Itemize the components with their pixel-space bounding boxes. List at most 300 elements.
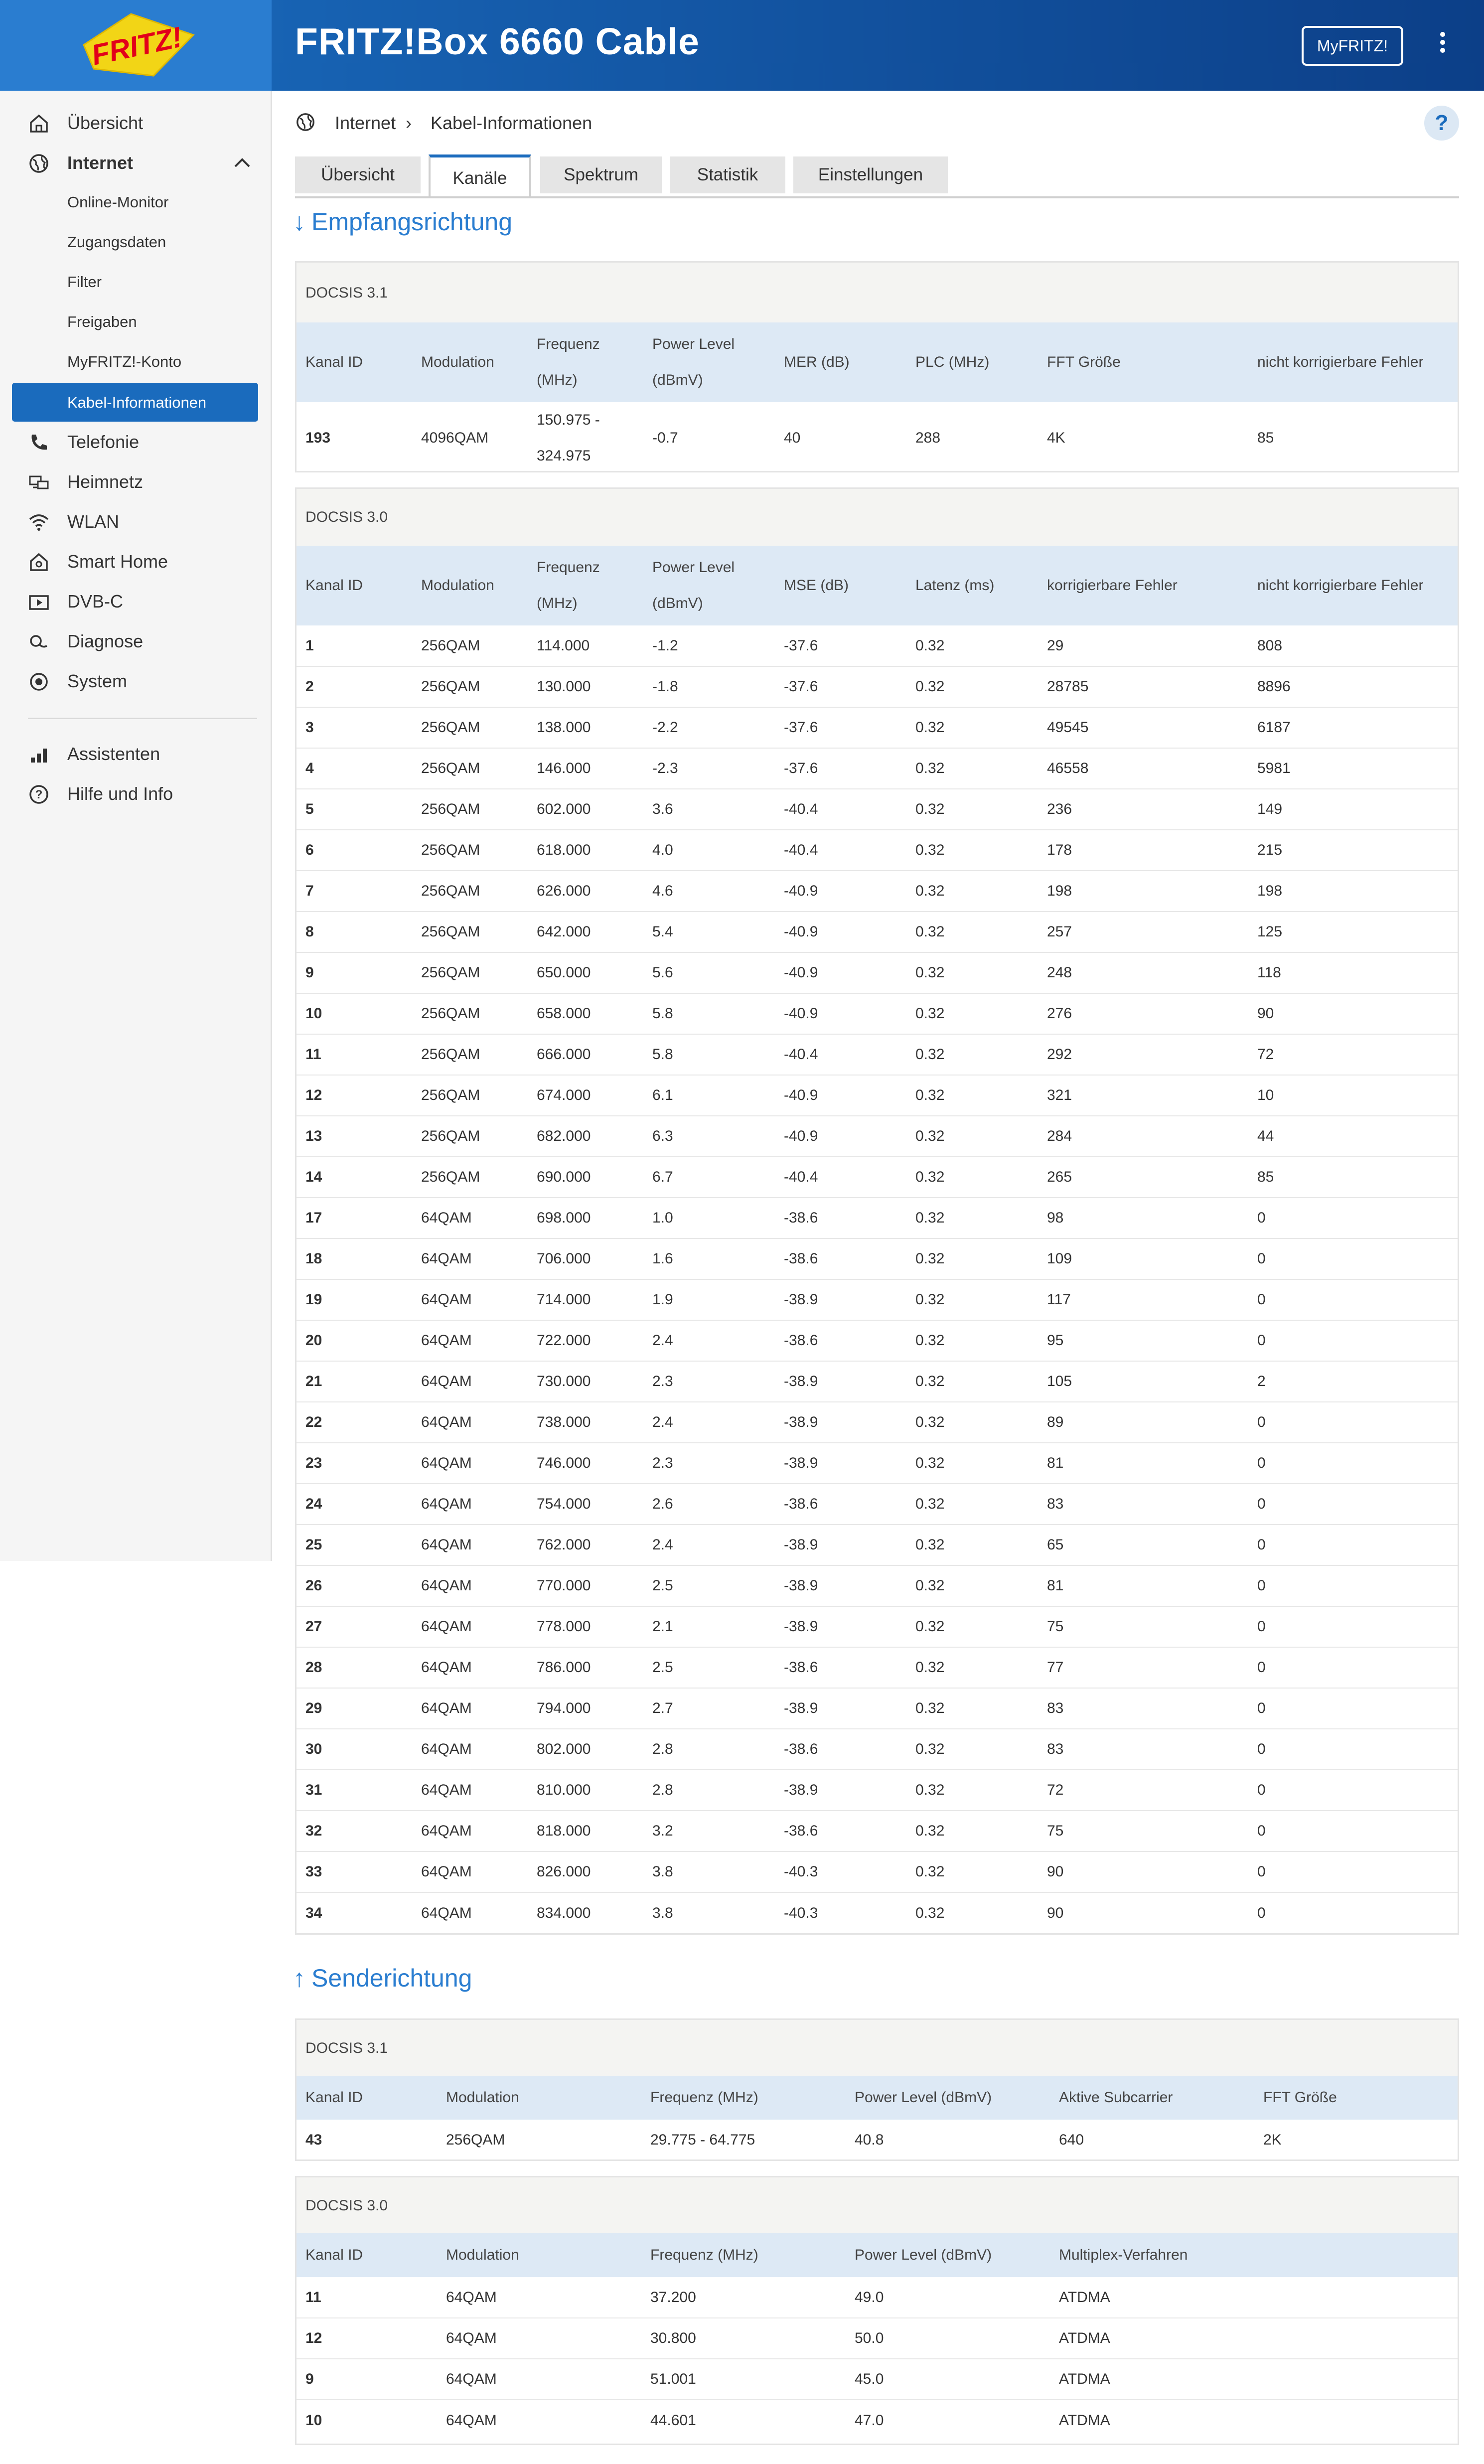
network-icon [28, 471, 50, 493]
table-cell: -38.9 [775, 1525, 906, 1565]
block-header [297, 2020, 1458, 2076]
channel-id-cell: 10 [297, 993, 412, 1034]
sidebar-item-system[interactable] [0, 664, 271, 699]
sidebar-item-label: System [67, 671, 128, 691]
table-cell: 321 [1038, 1075, 1248, 1116]
table-cell: 256QAM [446, 2132, 505, 2148]
table-cell: 0 [1257, 1904, 1266, 1921]
table-cell: 0 [1248, 1279, 1458, 1320]
column-header: FFT Größe [1254, 2076, 1458, 2120]
column-header: FFT Größe [1038, 322, 1248, 402]
sidebar-item-uebersicht[interactable] [0, 106, 271, 141]
sidebar-sub-zugangsdaten[interactable] [0, 224, 271, 259]
sidebar-item-diagnose[interactable] [0, 624, 271, 659]
table-cell: -40.4 [775, 789, 906, 830]
table-cell: 95 [1038, 1320, 1248, 1361]
table-cell: 2.5 [643, 1647, 775, 1688]
table-cell: 44 [1248, 1116, 1458, 1157]
table-cell: 786.000 [528, 1647, 643, 1688]
table-cell: ATDMA [1050, 2318, 1254, 2359]
table-cell: 0 [1248, 1851, 1458, 1892]
table-cell: 64QAM [421, 1904, 472, 1921]
sidebar-sub-myfritz-konto[interactable] [0, 344, 271, 379]
channel-id-cell: 13 [297, 1116, 412, 1157]
ds-docsis30-block [295, 487, 1459, 1935]
table-cell: 2K [1263, 2132, 1282, 2148]
table-cell: 64QAM [412, 1729, 528, 1770]
channel-id-cell: 17 [297, 1198, 412, 1238]
table-row [297, 1525, 1458, 1565]
table-cell: 722.000 [528, 1320, 643, 1361]
table-cell: 0.32 [906, 1198, 1038, 1238]
table-cell: 770.000 [528, 1565, 643, 1606]
table-cell: 49545 [1038, 707, 1248, 748]
table-cell: 46558 [1038, 748, 1248, 789]
table-header-row [297, 322, 1458, 402]
help-button[interactable]: ? [1424, 106, 1459, 141]
table-cell: 64QAM [412, 1811, 528, 1851]
table-cell: 64QAM [412, 1279, 528, 1320]
table-cell: 0.32 [906, 830, 1038, 871]
sidebar-item-assistenten[interactable] [0, 737, 271, 771]
table-cell: 0.32 [906, 1361, 1038, 1402]
logo-text: FRITZ! [88, 20, 185, 72]
table-row [297, 1811, 1458, 1851]
table-row [297, 707, 1458, 748]
sidebar-item-hilfe[interactable] [0, 776, 271, 811]
table-cell: 256QAM [412, 952, 528, 993]
table-cell: 642.000 [528, 912, 643, 952]
sidebar-item-label: WLAN [67, 511, 120, 532]
table-cell: 64QAM [412, 1565, 528, 1606]
tab-einstellungen[interactable]: Einstellungen [793, 156, 948, 193]
table-cell: -38.9 [775, 1565, 906, 1606]
channel-id-cell: 9 [297, 952, 412, 993]
table-cell: -40.9 [775, 871, 906, 912]
table-cell: -40.9 [775, 1075, 906, 1116]
block-header [297, 489, 1458, 546]
table-cell: 6.3 [643, 1116, 775, 1157]
table-cell: 276 [1038, 993, 1248, 1034]
table-row [297, 1851, 1458, 1892]
table-cell: 75 [1038, 1606, 1248, 1647]
table-cell: 64QAM [437, 2277, 641, 2318]
table-cell: 64QAM [437, 2318, 641, 2359]
diagnose-icon [28, 631, 50, 653]
table-cell: -38.9 [775, 1443, 906, 1484]
table-cell: 0 [1248, 1688, 1458, 1729]
table-cell: 0.32 [906, 748, 1038, 789]
column-header: Aktive Subcarrier [1050, 2076, 1254, 2120]
table-cell: 0.32 [906, 1729, 1038, 1770]
table-cell: 64QAM [412, 1851, 528, 1892]
table-cell: 0 [1248, 1647, 1458, 1688]
table-cell: 0.32 [906, 625, 1038, 666]
column-header: nicht korrigierbare Fehler [1248, 546, 1458, 625]
channel-id-cell: 43 [305, 2132, 322, 2148]
table-cell: 0 [1248, 1320, 1458, 1361]
table-cell: 0.32 [906, 707, 1038, 748]
channel-id-cell: 28 [297, 1647, 412, 1688]
table-cell: 44.601 [650, 2412, 696, 2429]
table-row [297, 1606, 1458, 1647]
table-cell: 0 [1248, 1238, 1458, 1279]
channel-id-cell: 20 [297, 1320, 412, 1361]
table-cell: 256QAM [412, 1116, 528, 1157]
table-cell: 85 [1257, 430, 1274, 446]
channel-id-cell: 193 [305, 430, 331, 446]
table-cell: 117 [1038, 1279, 1248, 1320]
table-cell: 64QAM [412, 1198, 528, 1238]
sidebar-item-label: Telefonie [67, 432, 140, 452]
table-cell: 666.000 [528, 1034, 643, 1075]
table-cell: 0.32 [906, 789, 1038, 830]
sidebar-item-telefonie[interactable] [0, 425, 271, 460]
table-cell: 3.2 [643, 1811, 775, 1851]
sidebar-item-label: Assistenten [67, 744, 160, 764]
sidebar-sub-label: Kabel-Informationen [67, 394, 207, 411]
channel-id-cell: 31 [297, 1770, 412, 1811]
block-label: DOCSIS 3.1 [305, 285, 388, 301]
channel-id-cell: 21 [297, 1361, 412, 1402]
table-cell: 256QAM [412, 789, 528, 830]
table-cell: 2.5 [643, 1565, 775, 1606]
table-row [297, 2120, 1458, 2160]
table-cell: 64QAM [412, 1770, 528, 1811]
channel-id-cell: 12 [297, 2318, 437, 2359]
sidebar-item-label: Übersicht [67, 113, 144, 133]
column-header: Modulation [437, 2076, 641, 2120]
table-cell: 5.6 [643, 952, 775, 993]
table-cell: 6187 [1248, 707, 1458, 748]
more-vertical-icon[interactable] [1435, 29, 1450, 64]
table-cell: 682.000 [528, 1116, 643, 1157]
arrow-up-icon: ↑ [293, 1964, 305, 1992]
table-cell: 2 [1248, 1361, 1458, 1402]
table-row [297, 1688, 1458, 1729]
table-cell: -38.9 [775, 1688, 906, 1729]
table-cell: 81 [1038, 1565, 1248, 1606]
table-cell: 0 [1248, 1729, 1458, 1770]
sidebar-sub-label: Zugangsdaten [67, 233, 166, 251]
sidebar-sub-filter[interactable] [0, 264, 271, 299]
section-title-text: Empfangsrichtung [311, 208, 513, 236]
table-cell: 0.32 [906, 1484, 1038, 1525]
table-cell: 256QAM [412, 1157, 528, 1198]
table-cell: 198 [1248, 871, 1458, 912]
table-cell: 64QAM [412, 1606, 528, 1647]
sidebar-item-label: DVB-C [67, 591, 124, 612]
app-header [0, 0, 1484, 91]
column-header: Power Level (dBmV) [846, 2233, 1050, 2277]
table-cell: 75 [1038, 1811, 1248, 1851]
table-cell: 98 [1038, 1198, 1248, 1238]
block-label: DOCSIS 3.0 [305, 509, 388, 525]
table-cell: ATDMA [1059, 2412, 1110, 2429]
table-cell: 778.000 [528, 1606, 643, 1647]
table-cell: 0.32 [906, 1647, 1038, 1688]
channel-id-cell: 14 [297, 1157, 412, 1198]
chevron-up-icon[interactable] [232, 154, 252, 169]
table-row [297, 830, 1458, 871]
table-cell: 49.0 [846, 2277, 1050, 2318]
section-title-text: Senderichtung [311, 1964, 472, 1992]
table-cell: 51.001 [641, 2359, 846, 2400]
table-cell: -1.2 [643, 625, 775, 666]
table-cell: 198 [1038, 871, 1248, 912]
table-row [297, 993, 1458, 1034]
table-cell: 706.000 [528, 1238, 643, 1279]
column-header: Power Level (dBmV) [846, 2076, 1050, 2120]
channel-id-cell: 32 [297, 1811, 412, 1851]
channel-id-cell: 23 [297, 1443, 412, 1484]
channel-id-cell: 27 [297, 1606, 412, 1647]
table-cell: -40.4 [775, 830, 906, 871]
table-cell: 256QAM [412, 871, 528, 912]
sidebar-sub-freigaben[interactable] [0, 304, 271, 339]
channel-id-cell: 3 [297, 707, 412, 748]
table-row [297, 1238, 1458, 1279]
block-header [297, 2177, 1458, 2233]
table-row [297, 1075, 1458, 1116]
logo-area [0, 0, 272, 91]
table-cell: 0.32 [906, 1525, 1038, 1565]
table-cell: 64QAM [412, 1647, 528, 1688]
table-cell: 47.0 [855, 2412, 884, 2429]
sidebar-sub-kabel-informationen[interactable] [12, 383, 258, 422]
table-cell [1254, 2359, 1458, 2400]
breadcrumb-internet[interactable]: Internet [335, 113, 396, 133]
myfritz-button[interactable]: MyFRITZ! [1302, 26, 1403, 66]
channel-id-cell: 24 [297, 1484, 412, 1525]
phone-icon [28, 432, 50, 454]
tab-spektrum[interactable]: Spektrum [540, 156, 662, 193]
table-row [297, 871, 1458, 912]
table-cell: 284 [1038, 1116, 1248, 1157]
channel-id-cell: 5 [297, 789, 412, 830]
sidebar-item-label: Diagnose [67, 631, 144, 651]
block-label: DOCSIS 3.1 [305, 2040, 388, 2056]
table-cell: 138.000 [528, 707, 643, 748]
table-cell: 64QAM [437, 2359, 641, 2400]
table-row [297, 1034, 1458, 1075]
sidebar-divider [28, 718, 257, 719]
sidebar-item-smart-home[interactable] [0, 544, 271, 579]
section-title-empfangsrichtung [293, 207, 512, 236]
tab-statistik[interactable]: Statistik [670, 156, 785, 193]
table-cell: 256QAM [412, 625, 528, 666]
table-cell: 0 [1248, 1443, 1458, 1484]
table-cell: 83 [1038, 1729, 1248, 1770]
table-cell: 37.200 [641, 2277, 846, 2318]
table-cell: 0.32 [906, 1402, 1038, 1443]
table-row [297, 1157, 1458, 1198]
column-header: Power Level (dBmV) [643, 546, 775, 625]
table-cell: -38.9 [775, 1279, 906, 1320]
channel-id-cell: 30 [297, 1729, 412, 1770]
us-docsis31-block [295, 2018, 1459, 2161]
table-row [297, 1484, 1458, 1525]
table-cell: 105 [1038, 1361, 1248, 1402]
table-cell: 0.32 [906, 1606, 1038, 1647]
arrow-down-icon: ↓ [293, 208, 305, 236]
table-row [297, 2400, 1458, 2441]
table-cell: 794.000 [528, 1688, 643, 1729]
breadcrumb-current: Kabel-Informationen [431, 113, 593, 133]
table-cell: 0 [1248, 1770, 1458, 1811]
table-row [297, 789, 1458, 830]
table-cell: 114.000 [528, 625, 643, 666]
channel-id-cell: 10 [305, 2412, 322, 2429]
table-cell: 0.32 [906, 1565, 1038, 1606]
table-cell: 754.000 [528, 1484, 643, 1525]
globe-icon [295, 112, 316, 133]
table-row [297, 748, 1458, 789]
table-cell: 64QAM [412, 1443, 528, 1484]
block-header [297, 263, 1458, 322]
column-header: Frequenz (MHz) [528, 322, 643, 402]
table-cell: 2.6 [643, 1484, 775, 1525]
channel-id-cell: 11 [297, 1034, 412, 1075]
table-cell: 626.000 [528, 871, 643, 912]
table-cell: 83 [1038, 1484, 1248, 1525]
sidebar [0, 91, 272, 1561]
column-header: Latenz (ms) [906, 546, 1038, 625]
sidebar-item-heimnetz[interactable] [0, 464, 271, 499]
table-cell: 5.8 [643, 993, 775, 1034]
sidebar-item-label: Smart Home [67, 551, 168, 572]
table-cell: 6.7 [643, 1157, 775, 1198]
column-header: Power Level (dBmV) [643, 322, 775, 402]
channel-id-cell: 1 [297, 625, 412, 666]
sidebar-sub-online-monitor[interactable] [0, 184, 271, 219]
tab-kanaele[interactable]: Kanäle [429, 154, 531, 196]
table-cell: 0.32 [906, 1320, 1038, 1361]
table-cell: 2.4 [643, 1402, 775, 1443]
table-header-row [297, 2076, 1458, 2120]
table-cell: -37.6 [775, 748, 906, 789]
sidebar-sub-label: Online-Monitor [67, 193, 169, 211]
table-cell: 0.32 [906, 1157, 1038, 1198]
table-cell: -38.9 [775, 1402, 906, 1443]
table-cell: 0 [1248, 1402, 1458, 1443]
table-cell: 150.975 - 324.975 [537, 412, 600, 464]
table-cell: 0.32 [906, 1279, 1038, 1320]
table-row [297, 1443, 1458, 1484]
table-header-row [297, 2233, 1458, 2277]
table-cell: 4K [1047, 430, 1065, 446]
column-header: Kanal ID [297, 2076, 437, 2120]
sidebar-item-wlan[interactable] [0, 504, 271, 539]
table-row [297, 2359, 1458, 2400]
table-cell: -38.6 [775, 1320, 906, 1361]
table-cell: 118 [1248, 952, 1458, 993]
table-cell: 64QAM [412, 1402, 528, 1443]
table-cell: 714.000 [528, 1279, 643, 1320]
table-cell: 248 [1038, 952, 1248, 993]
column-header: Kanal ID [297, 546, 412, 625]
table-cell: 50.0 [846, 2318, 1050, 2359]
table-cell: -38.6 [775, 1238, 906, 1279]
table-cell: 256QAM [412, 993, 528, 1034]
table-cell [1254, 2277, 1458, 2318]
tab-bar [295, 154, 1459, 198]
block-label: DOCSIS 3.0 [305, 2197, 388, 2214]
table-cell: 0.32 [915, 1904, 945, 1921]
table-cell: 5.8 [643, 1034, 775, 1075]
table-cell: 0 [1248, 1525, 1458, 1565]
fritz-logo[interactable] [74, 10, 201, 80]
channel-id-cell: 18 [297, 1238, 412, 1279]
channel-id-cell: 2 [297, 666, 412, 707]
column-header: Modulation [437, 2233, 641, 2277]
table-cell: 658.000 [528, 993, 643, 1034]
tab-uebersicht[interactable]: Übersicht [295, 156, 421, 193]
table-cell: 0.32 [906, 1688, 1038, 1729]
table-cell: -40.4 [775, 1034, 906, 1075]
table-cell: -1.8 [643, 666, 775, 707]
table-cell: 4.6 [643, 871, 775, 912]
table-cell: 2.3 [643, 1443, 775, 1484]
table-cell: 810.000 [528, 1770, 643, 1811]
wizard-icon [28, 744, 50, 766]
table-cell: 1.6 [643, 1238, 775, 1279]
column-header: nicht korrigierbare Fehler [1248, 322, 1458, 402]
table-cell: 256QAM [412, 912, 528, 952]
sidebar-item-internet[interactable] [0, 146, 271, 180]
globe-icon [28, 153, 50, 174]
channel-id-cell: 6 [297, 830, 412, 871]
table-cell: 1.0 [643, 1198, 775, 1238]
table-cell: 265 [1038, 1157, 1248, 1198]
column-header: Modulation [412, 546, 528, 625]
table-cell: 72 [1248, 1034, 1458, 1075]
table-cell: -38.9 [775, 1606, 906, 1647]
column-header: MSE (dB) [775, 546, 906, 625]
table-cell: 818.000 [528, 1811, 643, 1851]
sidebar-item-dvb-c[interactable] [0, 584, 271, 619]
table-cell: 30.800 [641, 2318, 846, 2359]
table-cell: 40 [784, 430, 801, 446]
table-cell: -40.9 [775, 912, 906, 952]
table-cell: 0 [1248, 1606, 1458, 1647]
table-cell: 45.0 [846, 2359, 1050, 2400]
table-cell: 215 [1248, 830, 1458, 871]
table-cell: 256QAM [412, 748, 528, 789]
table-cell: 6.1 [643, 1075, 775, 1116]
table-cell: 292 [1038, 1034, 1248, 1075]
table-cell: 65 [1038, 1525, 1248, 1565]
table-cell: 640 [1059, 2132, 1084, 2148]
channel-id-cell: 4 [297, 748, 412, 789]
channel-id-cell: 33 [297, 1851, 412, 1892]
table-cell: 5.4 [643, 912, 775, 952]
table-cell: 2.4 [643, 1525, 775, 1565]
us-docsis30-table [297, 2233, 1458, 2441]
column-header: Frequenz (MHz) [641, 2076, 846, 2120]
us-docsis31-table [297, 2076, 1458, 2160]
table-cell: 64QAM [412, 1238, 528, 1279]
channel-id-cell: 29 [297, 1688, 412, 1729]
table-cell: 29.775 - 64.775 [650, 2132, 755, 2148]
column-header: Modulation [412, 322, 528, 402]
table-cell: 2.1 [643, 1606, 775, 1647]
channel-id-cell: 11 [297, 2277, 437, 2318]
table-cell: -38.6 [775, 1729, 906, 1770]
table-cell: 90 [1047, 1904, 1064, 1921]
ds-docsis31-block [295, 261, 1459, 472]
sidebar-item-label: Internet [67, 153, 134, 173]
